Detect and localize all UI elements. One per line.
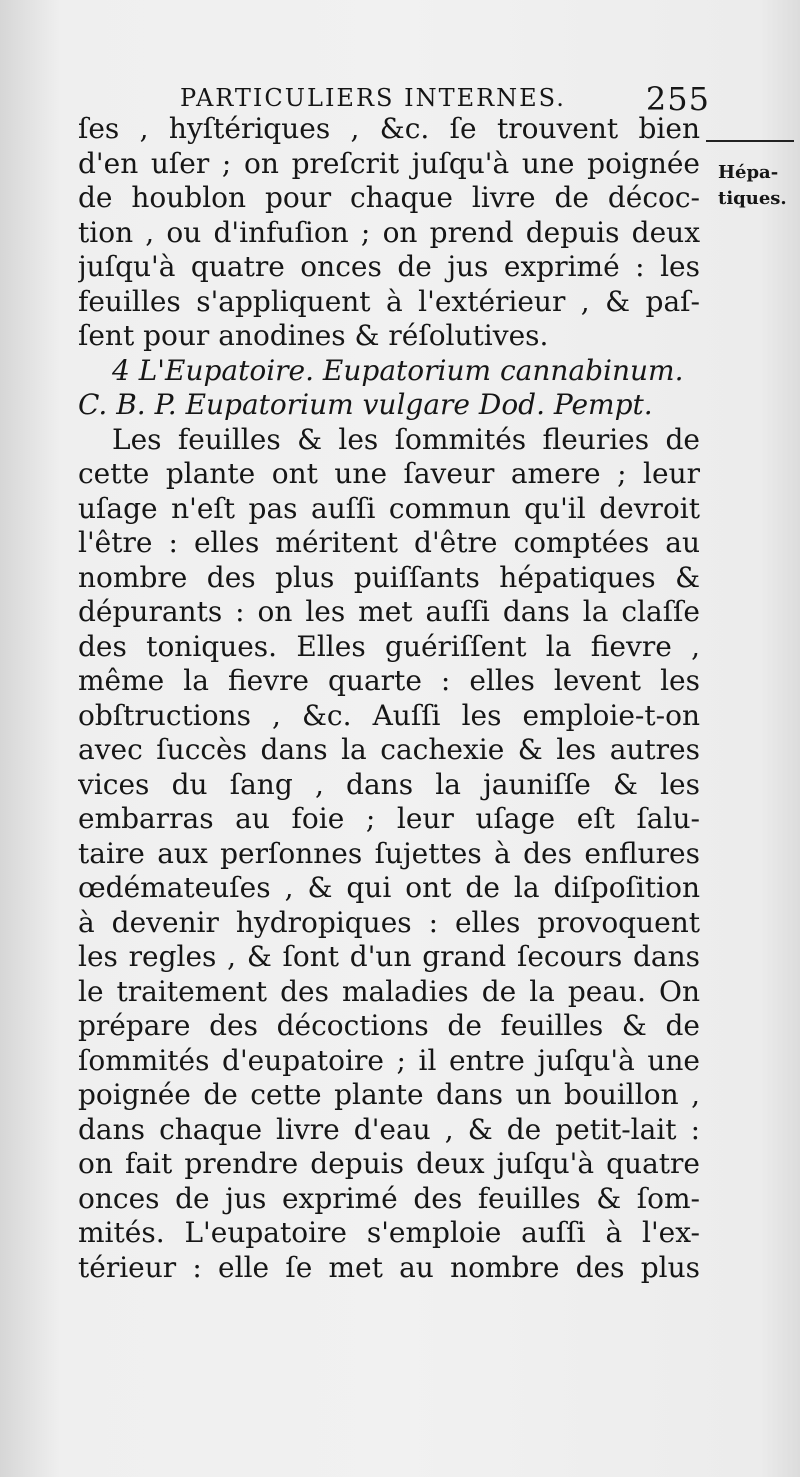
- text-line: vices du ſang , dans la jauniſſe & les: [78, 767, 700, 801]
- text-line: ſes , hyſtériques , &c. ſe trouvent bien: [78, 112, 700, 145]
- text-line: à devenir hydropiques : elles provoquent: [78, 905, 700, 939]
- text-line: des toniques. Elles guériſſent la fievre ,: [78, 629, 700, 663]
- text-line: ſent pour anodines & réſolutives.: [78, 319, 549, 352]
- text-line: œdémateuſes , & qui ont de la diſpoſition: [78, 871, 700, 904]
- text-line: l'être : elles méritent d'être comptées au: [78, 526, 700, 559]
- body-text: [78, 112, 700, 1285]
- text-line: embarras au foie ; leur uſage eſt ſalu-: [78, 802, 700, 835]
- species-heading: 4 L'Eupatoire. Eupatorium cannabinum.: [112, 353, 684, 387]
- text-line: ſommités d'eupatoire ; il entre juſqu'à une: [78, 1043, 700, 1077]
- text-line: tion , ou d'infuſion ; on prend depuis deux: [78, 215, 700, 249]
- text-line: obſtructions , &c. Auſſi les emploie-t-on: [78, 698, 700, 732]
- text-line: poignée de cette plante dans un bouillon ,: [78, 1078, 700, 1111]
- text-line: d'en uſer ; on preſcrit juſqu'à une poignée: [78, 146, 700, 180]
- margin-note-line: tiques.: [718, 188, 787, 209]
- text-line: prépare des décoctions de feuilles & de: [78, 1009, 700, 1042]
- text-line: Les feuilles & les ſommités fleuries de: [112, 422, 700, 456]
- margin-note: [718, 160, 798, 212]
- text-line: le traitement des maladies de la peau. On: [78, 974, 700, 1008]
- text-line: onces de jus exprimé des feuilles & ſom-: [78, 1181, 700, 1215]
- text-line: on fait prendre depuis deux juſqu'à quatre: [78, 1147, 700, 1180]
- text-line: même la fievre quarte : elles levent les: [78, 664, 700, 697]
- text-line: uſage n'eſt pas auſſi commun qu'il devroit: [78, 491, 700, 525]
- running-head: [180, 80, 710, 118]
- text-line: taire aux perſonnes ſujettes à des enflures: [78, 836, 700, 870]
- text-line: nombre des plus puiſſants hépatiques &: [78, 560, 700, 594]
- running-head-title: PARTICULIERS INTERNES.: [180, 84, 566, 112]
- text-line: térieur : elle ſe met au nombre des plus: [78, 1250, 700, 1284]
- text-line: dépurants : on les met auſſi dans la claſſe: [78, 595, 700, 628]
- text-line: de houblon pour chaque livre de décoc-: [78, 181, 700, 214]
- text-line: dans chaque livre d'eau , & de petit-lait :: [78, 1112, 700, 1146]
- text-line: mités. L'eupatoire s'emploie auſſi à l'ex-: [78, 1216, 700, 1249]
- text-line: cette plante ont une ſaveur amere ; leur: [78, 457, 700, 490]
- margin-rule: [706, 140, 794, 142]
- text-line: feuilles s'appliquent à l'extérieur , & paſ-: [78, 284, 700, 318]
- text-line: juſqu'à quatre onces de jus exprimé : les: [78, 250, 700, 283]
- margin-note-line: Hépa-: [718, 162, 779, 183]
- text-line: avec ſuccès dans la cachexie & les autres: [78, 733, 700, 766]
- text-line: les regles , & ſont d'un grand ſecours dans: [78, 940, 700, 973]
- species-synonym: C. B. P. Eupatorium vulgare Dod. Pempt.: [78, 388, 653, 421]
- page-number: 255: [645, 80, 710, 118]
